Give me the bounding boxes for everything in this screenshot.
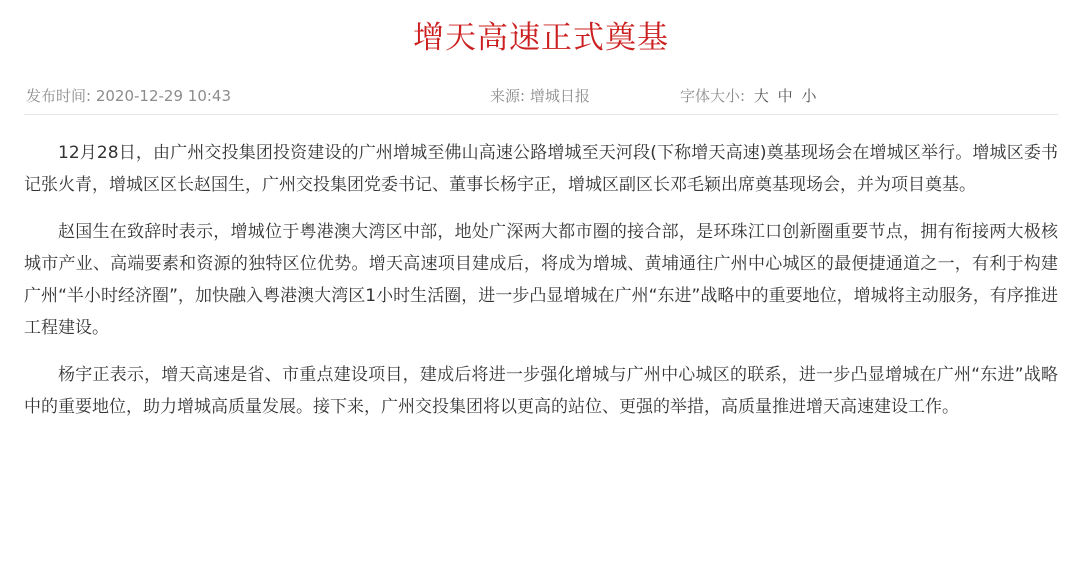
- article-paragraph: 12月28日，由广州交投集团投资建设的广州增城至佛山高速公路增城至天河段(下称增天高速)奠基现场会在增城区举行。增城区委书记张火青，增城区区长赵国生，广州交投集团党委书记、董事长杨宇正，增城区副区长邓毛颖出席奠基现场会，并为项目奠基。: [24, 143, 1058, 195]
- font-size-control: [680, 78, 816, 114]
- article-paragraph: 赵国生在致辞时表示，增城位于粤港澳大湾区中部，地处广深两大都市圈的接合部，是环珠江口创新圈重要节点，拥有衔接两大极核城市产业、高端要素和资源的独特区位优势。增天高速项目建成后，将成为增城、黄埔通往广州中心城区的最便捷通道之一，有利于构建广州“半小时经济圈”，加快融入粤港澳大湾区1小时生活圈，进一步凸显增城在广州“东进”战略中的重要地位，增城将主动服务，有序推进工程建设。: [24, 222, 1058, 338]
- article-title: 增天高速正式奠基: [413, 20, 669, 56]
- article-paragraph: 杨宇正表示，增天高速是省、市重点建设项目，建成后将进一步强化增城与广州中心城区的联系，进一步凸显增城在广州“东进”战略中的重要地位，助力增城高质量发展。接下来，广州交投集团将以更高的站位、更强的举措，高质量推进增天高速建设工作。: [24, 365, 1058, 417]
- font-size-large-button[interactable]: 大: [753, 87, 769, 105]
- font-size-small-button[interactable]: 小: [801, 87, 817, 105]
- publish-label: 发布时间:: [26, 87, 92, 105]
- article-meta-bar: [24, 78, 1058, 115]
- source-label: 来源:: [490, 87, 526, 105]
- font-size-label: 字体大小:: [680, 87, 746, 105]
- font-size-medium-button[interactable]: 中: [777, 87, 793, 105]
- source-name: 增城日报: [529, 87, 590, 105]
- source-info: [490, 78, 590, 114]
- article-body: [24, 137, 1058, 423]
- publish-info: [26, 78, 231, 114]
- publish-time: 2020-12-29 10:43: [95, 87, 232, 105]
